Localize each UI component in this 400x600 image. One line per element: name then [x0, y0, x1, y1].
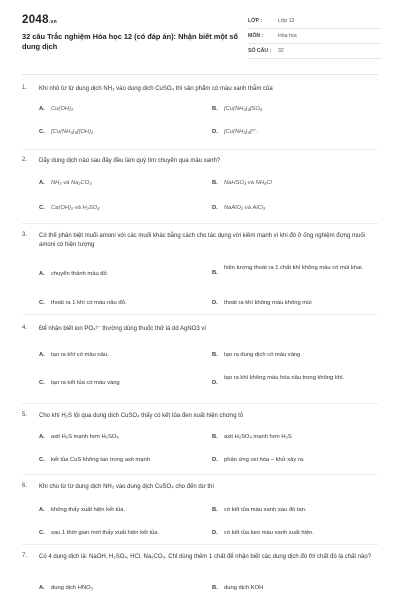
- question-stem: Dãy dung dịch nào sau đây đều làm quỳ tím chuyển qua màu xanh?: [39, 158, 221, 164]
- document-header: [22, 14, 382, 70]
- meta-label: LỚP :: [248, 18, 263, 24]
- question-stem: Cho khí H₂S lội qua dung dịch CuSO₄ thấy có kết tủa đen xuất hiện chứng tỏ: [39, 413, 244, 419]
- question-stem: Khi cho từ từ dung dịch NH₃ vào dung dịch CuSO₄ cho đến dư thì: [39, 484, 215, 490]
- question-number: 3.: [22, 232, 28, 238]
- meta-value: Lớp 12: [278, 18, 295, 24]
- question-stem: Có thể phân biệt muối amoni với các muối khác bằng cách cho tác dụng với kiềm mạnh vì khi đó ở ống nghiệm đựng muối amoni có hiện tượng: [39, 233, 365, 248]
- question-divider: [22, 544, 378, 545]
- question-number: 5.: [22, 412, 28, 418]
- meta-value: Hóa học: [278, 33, 298, 39]
- question-stem: Có 4 dung dịch là: NaOH, H₂SO₄, HCl, Na₂CO₃. Chỉ dùng thêm 1 chất để nhận biết các dung dịch đó thì chất đó là chất nào?: [39, 554, 372, 560]
- question-5: 5. Cho khí H₂S lội qua dung dịch CuSO₄ thấy có kết tủa đen xuất hiện chứng tỏ A. axit H₂S mạnh hơn H₂SO₄ B. axit H₂SO₄ mạnh hơn H₂S C. kết tủa CuS không tan trong axit mạnh D. phản ứng oxi hóa – khử xảy ra.: [22, 412, 378, 472]
- meta-value: 32: [278, 48, 284, 54]
- question-1: 1. Khi nhỏ từ từ dung dịch NH₃ vào dung dịch CuSO₄ thì sản phẩm có màu xanh thẫm của A. Cu(OH)₂ B. [Cu(NH₃)₄]SO₄ C. [Cu(NH₃)₄](OH)₂ D. [Cu(NH₃)₄]²⁺.: [22, 85, 378, 145]
- question-7: 7. Có 4 dung dịch là: NaOH, H₂SO₄, HCl, Na₂CO₃. Chỉ dùng thêm 1 chất để nhận biết các dung dịch đó thì chất đó là chất nào? A. dung dịch HNO₃ B. dung dịch KOH: [22, 553, 378, 598]
- question-divider: [22, 403, 378, 404]
- meta-row-class: [248, 14, 382, 29]
- site-logo[interactable]: 2048.vn: [22, 14, 57, 26]
- question-number: 2.: [22, 157, 28, 163]
- meta-label: SỐ CÂU :: [248, 48, 272, 54]
- question-divider: [22, 314, 378, 315]
- question-divider: [22, 474, 378, 475]
- question-number: 4.: [22, 325, 28, 331]
- question-divider: [22, 223, 378, 224]
- question-2: 2. Dãy dung dịch nào sau đây đều làm quỳ tím chuyển qua màu xanh? A. NH₃ và Na₂CO₃ B. NaHSO₄ và NH₄Cl C. Ca(OH)₂ và H₂SO₄ D. NaAlO₂ và AlCl₃: [22, 157, 378, 217]
- meta-table: [248, 14, 382, 59]
- question-number: 7.: [22, 553, 28, 559]
- meta-row-count: [248, 44, 382, 59]
- question-number: 6.: [22, 483, 28, 489]
- question-3: 3. Có thể phân biệt muối amoni với các muối khác bằng cách cho tác dụng với kiềm mạnh vì khi đó ở ống nghiệm đựng muối amoni có hiện tượng A. chuyển thành màu đỏ. B. hiện tượng thoát ra 1 chất khí không màu có mùi khai. C. thoát ra 1 khí có màu nâu đỏ. D. thoát ra khí không màu không mùi: [22, 232, 378, 312]
- meta-row-subject: [248, 29, 382, 44]
- question-divider: [22, 149, 378, 150]
- meta-label: MÔN :: [248, 33, 264, 39]
- question-6: 6. Khi cho từ từ dung dịch NH₃ vào dung dịch CuSO₄ cho đến dư thì A. không thấy xuất hiện kết tủa. B. có kết tủa màu xanh sau đó tan. C. sau 1 thời gian mới thấy xuất hiện kết tủa. D. có kết tủa keo màu xanh xuất hiện.: [22, 483, 378, 543]
- question-4: 4. Để nhận biết ion PO₄³⁻ thường dùng thuốc thử là dd AgNO3 vì A. tạo ra khí có màu nâu. B. tạo ra dung dịch có màu vàng C. tạo ra kết tủa có màu vàng D. tạo ra khí không màu hóa nâu trong không khí.: [22, 325, 378, 400]
- question-stem: Để nhận biết ion PO₄³⁻ thường dùng thuốc thử là dd AgNO3 vì: [39, 326, 207, 332]
- header-divider: [22, 74, 378, 75]
- question-stem: Khi nhỏ từ từ dung dịch NH₃ vào dung dịch CuSO₄ thì sản phẩm có màu xanh thẫm của: [39, 86, 273, 92]
- question-number: 1.: [22, 85, 28, 91]
- document-title: 32 câu Trắc nghiệm Hóa học 12 (có đáp án): Nhận biết một số dung dịch: [22, 32, 239, 51]
